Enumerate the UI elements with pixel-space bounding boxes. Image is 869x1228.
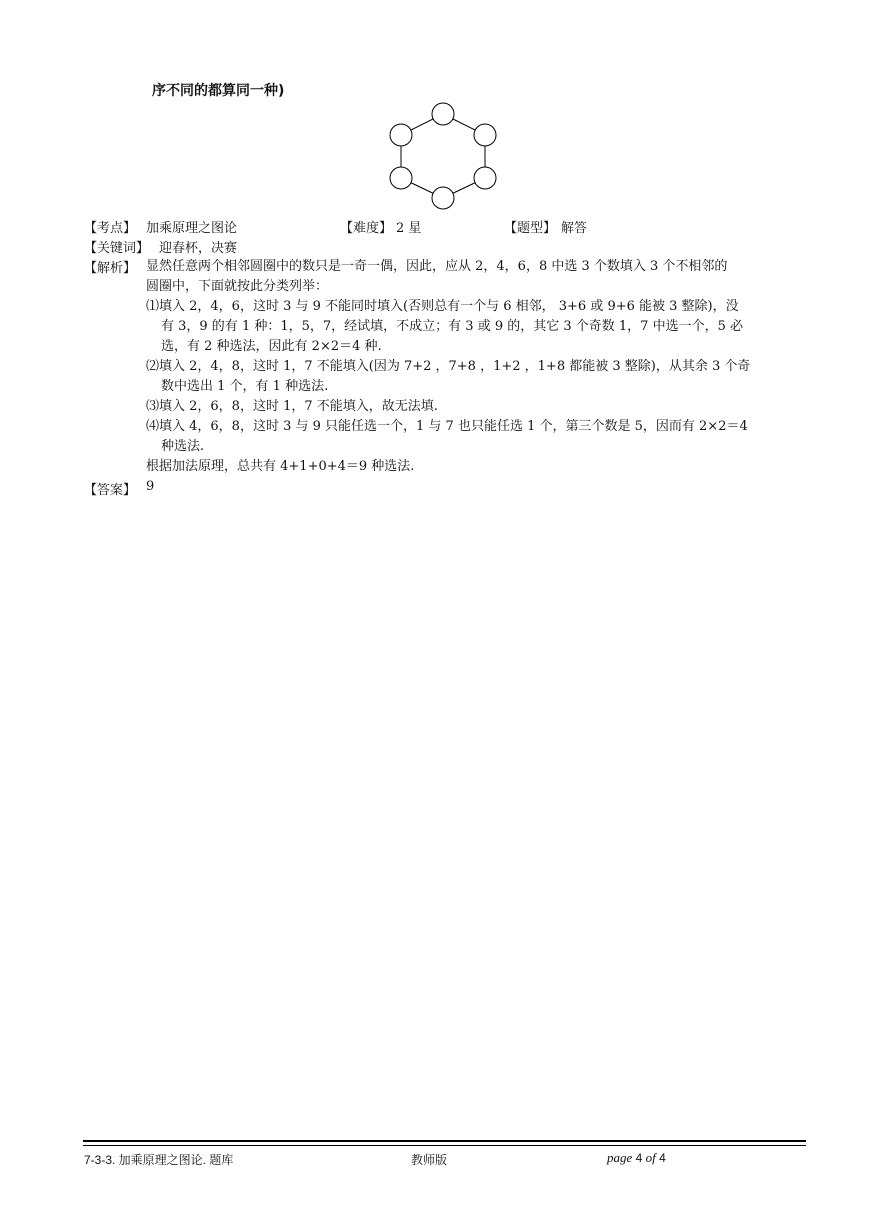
analysis-intro-line2: 圆圈中，下面就按此分类列举：	[146, 279, 329, 294]
of-word: of	[645, 1150, 656, 1165]
analysis-label: 【解析】	[84, 261, 137, 276]
page-current: 4	[635, 1151, 643, 1165]
circle-upper-right	[474, 124, 496, 146]
footer-edition: 教师版	[411, 1153, 448, 1167]
answer-label: 【答案】	[84, 483, 137, 498]
type-value: 解答	[561, 221, 588, 236]
footer-rule-thin	[83, 1145, 806, 1146]
point-label: 【考点】	[84, 221, 137, 236]
point-value: 加乘原理之图论	[146, 221, 238, 236]
type-label: 【题型】	[504, 221, 557, 236]
keywords-label: 【关键词】	[84, 241, 150, 256]
case1-line2: 有 3，9 的有 1 种：1，5，7，经试填，不成立；有 3 或 9 的，其它 3 个奇数 1，7 中选一个，5 必	[161, 319, 743, 334]
analysis-intro-line1: 显然任意两个相邻圆圈中的数只是一奇一偶，因此，应从 2，4，6，8 中选 3 个数填入 3 个不相邻的	[146, 259, 728, 274]
circle-lower-left	[390, 167, 412, 189]
continued-heading: 序不同的都算同一种)	[152, 83, 285, 99]
answer-value: 9	[146, 479, 155, 494]
case4-line2: 种选法.	[161, 439, 205, 454]
case1-line1: ⑴填入 2，4，6，这时 3 与 9 不能同时填入(否则总有一个与 6 相邻， 3+6 或 9+6 能被 3 整除)，没	[146, 299, 739, 314]
case4-line1: ⑷填入 4，6，8，这时 3 与 9 只能任选一个，1 与 7 也只能任选 1 个，第三个数是 5，因而有 2×2＝4	[146, 419, 748, 434]
hexagon-circle-diagram	[385, 100, 501, 212]
keywords-value: 迎春杯，决赛	[159, 241, 238, 256]
difficulty-value: 2 星	[396, 221, 422, 236]
page-word: page	[607, 1150, 633, 1165]
page-total: 4	[659, 1151, 666, 1165]
footer-rule-thick	[83, 1140, 806, 1142]
difficulty-label: 【难度】	[340, 221, 393, 236]
circle-top	[432, 103, 454, 125]
circle-upper-left	[390, 124, 412, 146]
circle-bottom	[432, 187, 454, 209]
case3-line1: ⑶填入 2，6，8，这时 1，7 不能填入，故无法填.	[146, 399, 438, 414]
case2-line1: ⑵填入 2，4，8，这时 1，7 不能填入(因为 7+2 ，7+8 ，1+2 ，1+8 都能被 3 整除)，从其余 3 个奇	[146, 359, 751, 374]
footer-left-title: 7-3-3. 加乘原理之图论. 题库	[84, 1153, 234, 1167]
analysis-conclusion: 根据加法原理，总共有 4+1+0+4＝9 种选法.	[146, 459, 415, 474]
circle-lower-right	[474, 167, 496, 189]
case1-line3: 选，有 2 种选法，因此有 2×2＝4 种.	[161, 339, 382, 354]
case2-line2: 数中选出 1 个，有 1 种选法.	[161, 379, 329, 394]
footer-page-number	[607, 1150, 666, 1166]
